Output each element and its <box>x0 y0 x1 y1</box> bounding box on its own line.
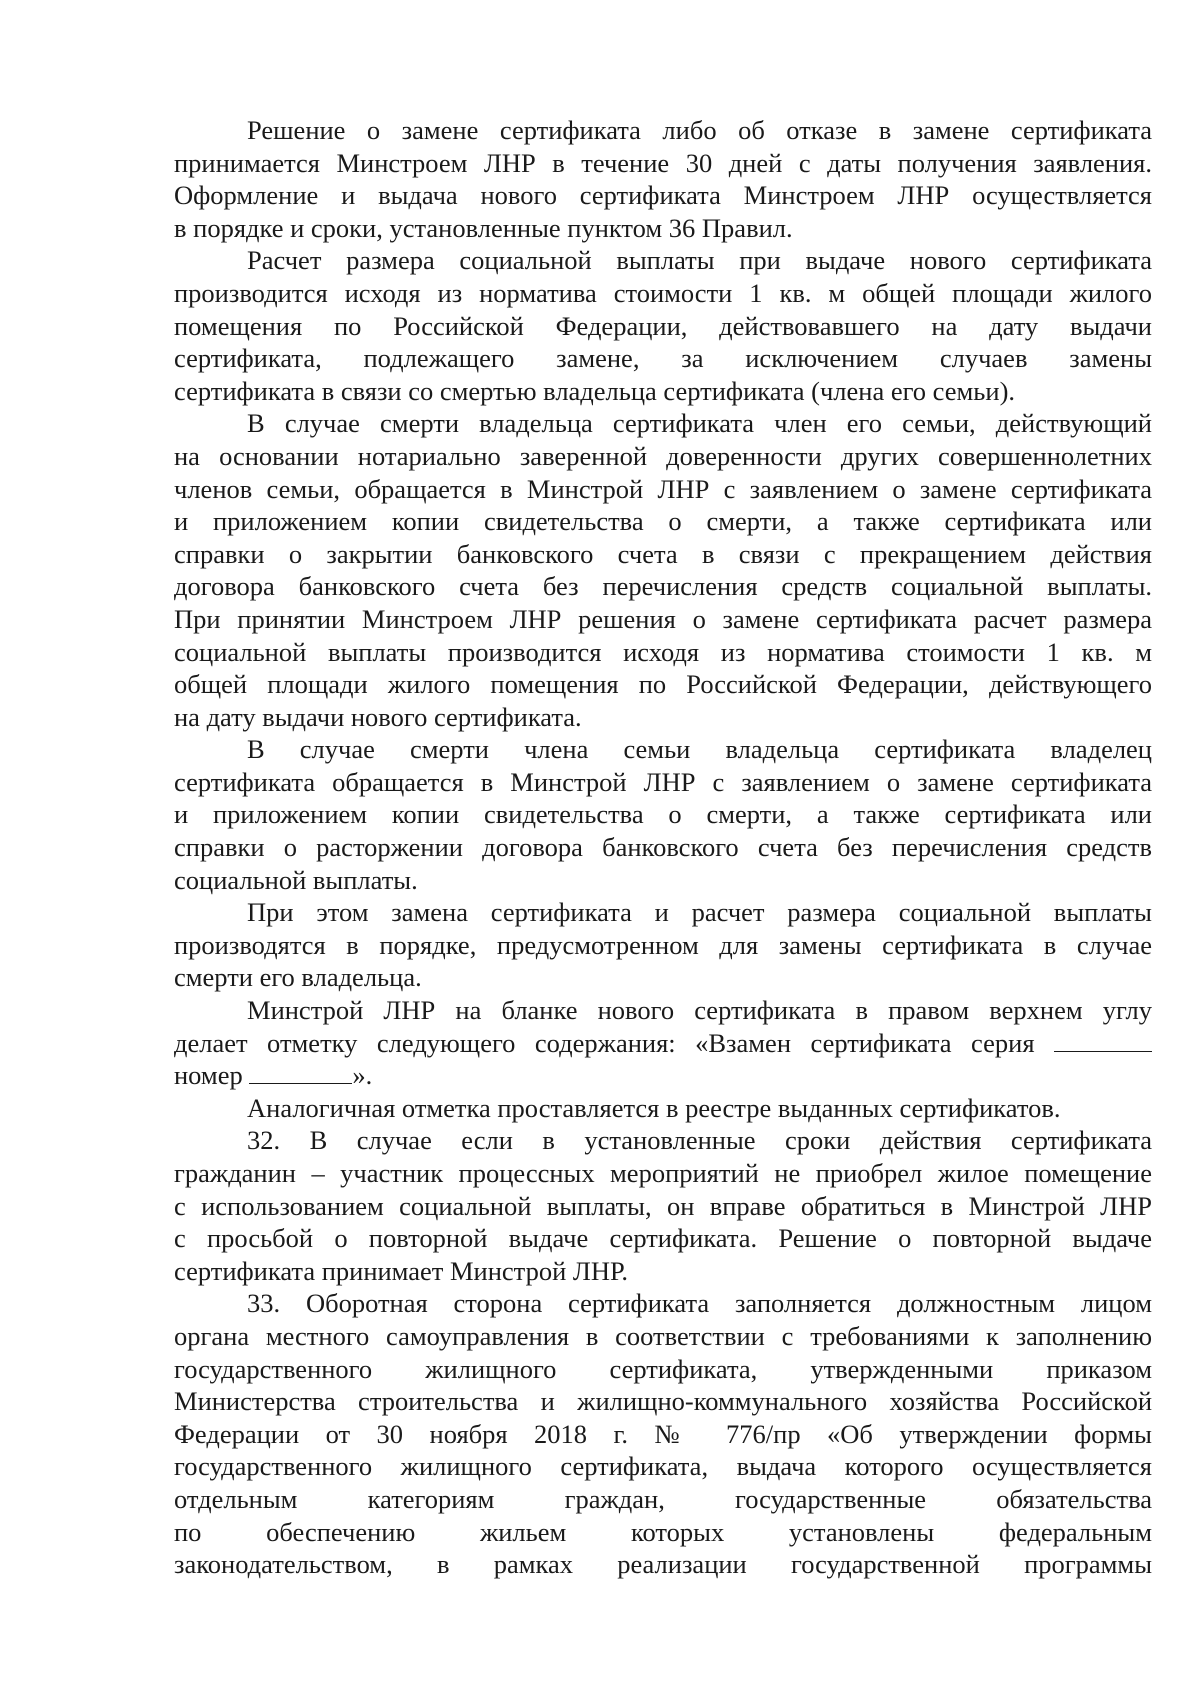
text-line: договора банковского счета без перечисления средств социальной выплаты. <box>174 571 1152 602</box>
text-line: и приложением копии свидетельства о смерти, а также сертификата или <box>174 506 1152 537</box>
text-line: на дату выдачи нового сертификата. <box>174 701 582 732</box>
text-line: Аналогичная отметка проставляется в реестре выданных сертификатов. <box>247 1092 1061 1123</box>
text-line: по обеспечению жильем которых установлены федеральным <box>174 1516 1152 1547</box>
text-line: справки о закрытии банковского счета в связи с прекращением действия <box>174 538 1152 569</box>
text-line: государственного жилищного сертификата, выдача которого осуществляется <box>174 1451 1152 1482</box>
text-line: Решение о замене сертификата либо об отказе в замене сертификата <box>247 115 1152 145</box>
paragraph-payment-calculation <box>174 244 1152 407</box>
text-line: Министерства строительства и жилищно-коммунального хозяйства Российской <box>174 1386 1152 1417</box>
text-line: общей площади жилого помещения по Российской Федерации, действующего <box>174 669 1152 700</box>
text-line: В случае смерти владельца сертификата член его семьи, действующий <box>247 408 1152 439</box>
text-line: законодательством, в рамках реализации государственной программы <box>174 1549 1152 1580</box>
text-line: 32. В случае если в установленные сроки действия сертификата <box>247 1125 1152 1156</box>
text-line: Расчет размера социальной выплаты при выдаче нового сертификата <box>247 245 1152 276</box>
text-line: В случае смерти члена семьи владельца сертификата владелец <box>247 734 1152 765</box>
text-segment: делает отметку следующего содержания: «Взамен сертификата серия <box>174 1027 1035 1058</box>
text-line: гражданин – участник процессных мероприятий не приобрел жилое помещение <box>174 1158 1152 1188</box>
text-line: производится исходя из норматива стоимости 1 кв. м общей площади жилого <box>174 277 1152 308</box>
text-line: производятся в порядке, предусмотренном для замены сертификата в случае <box>174 929 1152 960</box>
paragraph-registry-mark <box>174 1092 1152 1125</box>
text-line: Федерации от 30 ноября 2018 г. № 776/пр «Об утверждении формы <box>174 1418 1152 1449</box>
text-line: с просьбой о повторной выдаче сертификата. Решение о повторной выдаче <box>174 1223 1152 1254</box>
text-line: сертификата обращается в Минстрой ЛНР с заявлением о замене сертификата <box>174 766 1152 797</box>
paragraph-replacement-procedure <box>174 896 1152 994</box>
text-segment: ». <box>352 1060 373 1091</box>
text-line: справки о расторжении договора банковского счета без перечисления средств <box>174 832 1152 863</box>
paragraph-item-32 <box>174 1124 1152 1287</box>
text-line: сертификата, подлежащего замене, за исключением случаев замены <box>174 343 1152 374</box>
paragraph-owner-death <box>174 407 1152 733</box>
text-line: Минстрой ЛНР на бланке нового сертификата в правом верхнем углу <box>247 995 1152 1026</box>
text-line: сертификата в связи со смертью владельца сертификата (члена его семьи). <box>174 375 1016 406</box>
text-line-with-blank <box>174 1059 1152 1092</box>
text-line: смерти его владельца. <box>174 962 422 993</box>
paragraph-family-member-death <box>174 733 1152 896</box>
text-line: на основании нотариально заверенной доверенности других совершеннолетних <box>174 440 1152 471</box>
paragraph-mark-content <box>174 994 1152 1092</box>
text-line: При этом замена сертификата и расчет размера социальной выплаты <box>247 897 1152 928</box>
text-line: При принятии Минстроем ЛНР решения о замене сертификата расчет размера <box>174 603 1152 634</box>
document-body <box>174 114 1152 1581</box>
text-line: Оформление и выдача нового сертификата Минстроем ЛНР осуществляется <box>174 180 1152 211</box>
text-line: отдельным категориям граждан, государственные обязательства <box>174 1483 1152 1514</box>
text-line: органа местного самоуправления в соответствии с требованиями к заполнению <box>174 1320 1152 1351</box>
text-line: сертификата принимает Минстрой ЛНР. <box>174 1255 629 1286</box>
text-segment: номер <box>174 1060 243 1091</box>
text-line: в порядке и сроки, установленные пунктом 36 Правил. <box>174 212 793 243</box>
text-line: помещения по Российской Федерации, действовавшего на дату выдачи <box>174 310 1152 341</box>
text-line: принимается Минстроем ЛНР в течение 30 дней с даты получения заявления. <box>174 147 1152 178</box>
paragraph-item-33 <box>174 1287 1152 1580</box>
text-line: 33. Оборотная сторона сертификата заполняется должностным лицом <box>247 1288 1152 1319</box>
text-line: государственного жилищного сертификата, утвержденными приказом <box>174 1353 1152 1384</box>
text-line: социальной выплаты производится исходя из норматива стоимости 1 кв. м <box>174 636 1152 667</box>
text-line: и приложением копии свидетельства о смерти, а также сертификата или <box>174 799 1152 830</box>
text-line-with-blank <box>174 1027 1152 1060</box>
text-line: членов семьи, обращается в Минстрой ЛНР с заявлением о замене сертификата <box>174 473 1152 504</box>
series-blank-field <box>1054 1029 1152 1052</box>
paragraph-replacement-decision <box>174 114 1152 244</box>
text-line: социальной выплаты. <box>174 864 418 895</box>
text-line: с использованием социальной выплаты, он вправе обратиться в Минстрой ЛНР <box>174 1190 1152 1221</box>
number-blank-field <box>249 1061 352 1084</box>
